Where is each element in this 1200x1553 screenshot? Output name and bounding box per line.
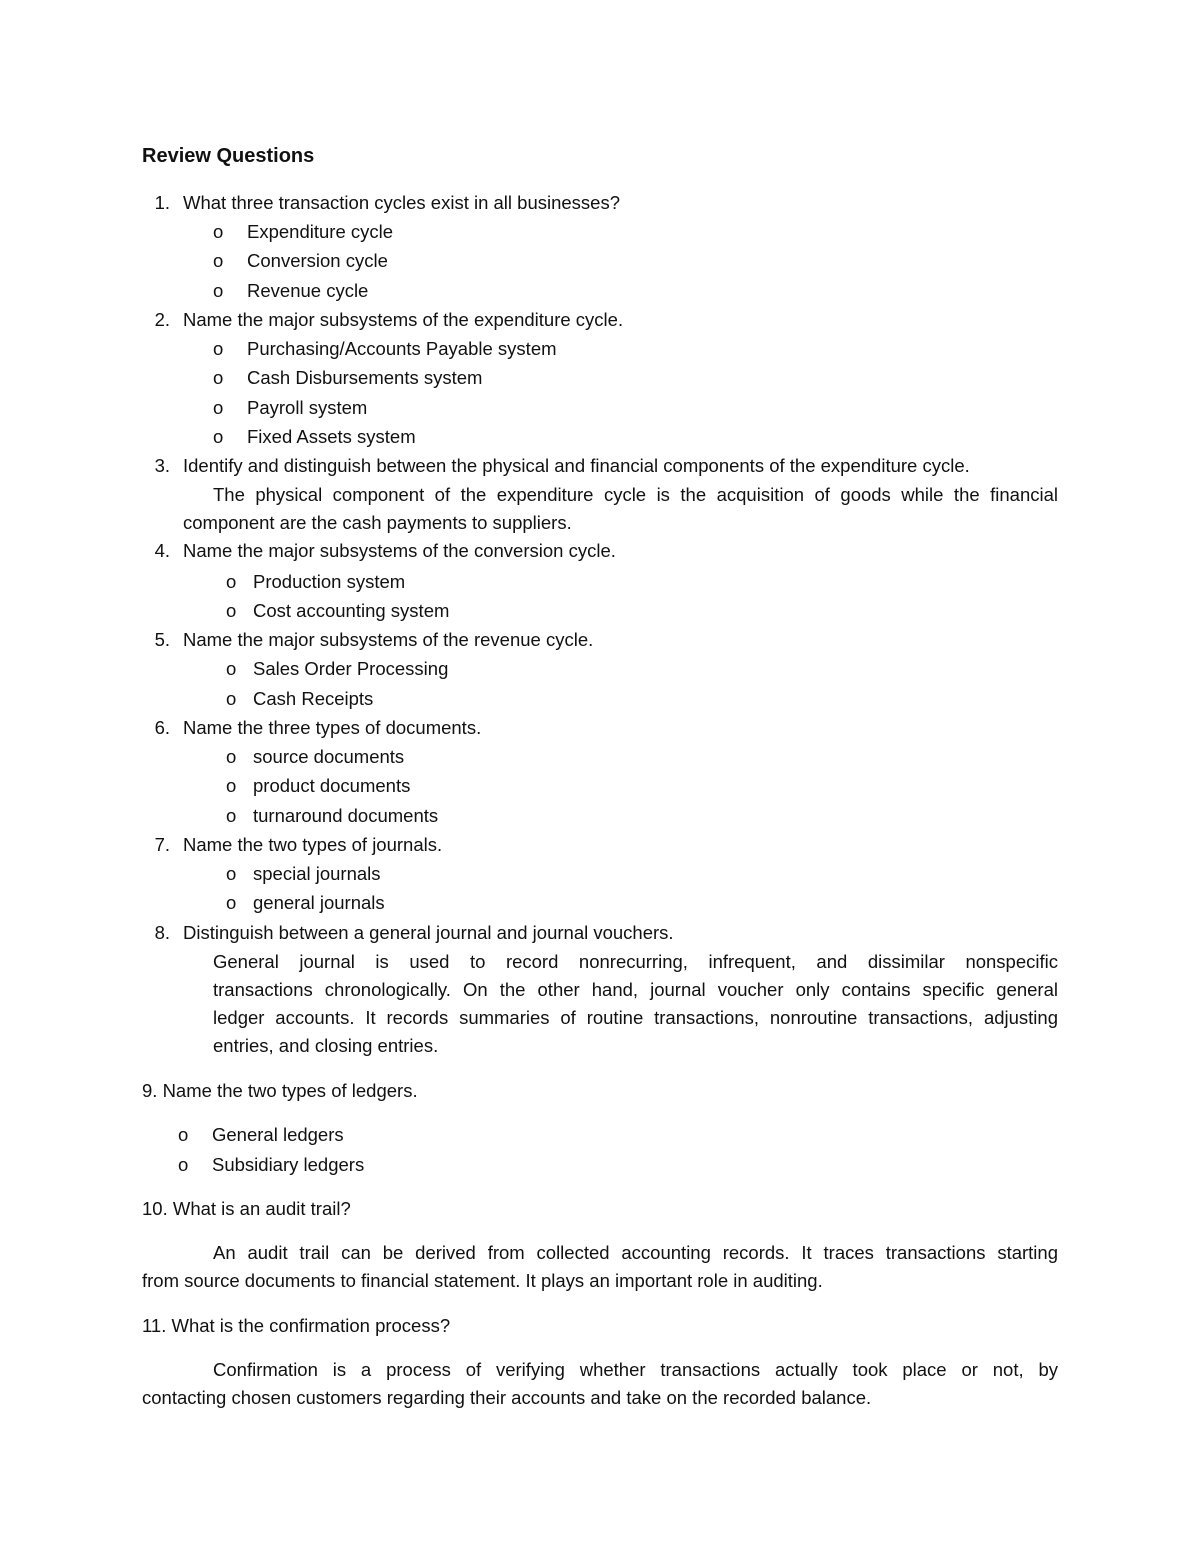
q3-answer-line-2: component are the cash payments to suppliers. [183, 512, 572, 533]
q5-item-1: Sales Order Processing [253, 658, 449, 679]
q8-answer-line-3: ledger accounts. It records summaries of routine transactions, nonroutine transactions, adjusting [213, 1007, 1058, 1028]
q5-text: Name the major subsystems of the revenue cycle. [183, 629, 594, 650]
q11-text: 11. What is the confirmation process? [142, 1315, 451, 1336]
page-title: Review Questions [142, 145, 315, 167]
q6-item-2: product documents [253, 775, 411, 796]
q10-text: 10. What is an audit trail? [142, 1198, 351, 1219]
q6-bullet-3: o [226, 805, 237, 826]
q7-bullet-2: o [226, 892, 237, 913]
q11-answer-line-1: Confirmation is a process of verifying whether transactions actually took place or not, by [213, 1359, 1058, 1380]
q6-text: Name the three types of documents. [183, 717, 482, 738]
q4-item-1: Production system [253, 571, 406, 592]
q2-number: 2. [154, 309, 170, 330]
q4-number: 4. [154, 540, 170, 561]
q1-text: What three transaction cycles exist in all businesses? [183, 192, 621, 213]
q9-bullet-1: o [178, 1124, 189, 1145]
q8-number: 8. [154, 922, 170, 943]
q3-text: Identify and distinguish between the physical and financial components of the expenditure cycle. [183, 455, 970, 476]
q1-bullet-3: o [213, 280, 224, 301]
q1-item-3: Revenue cycle [247, 280, 369, 301]
q8-answer-line-4: entries, and closing entries. [213, 1035, 439, 1056]
q7-item-2: general journals [253, 892, 385, 913]
q7-bullet-1: o [226, 863, 237, 884]
q3-number: 3. [154, 455, 170, 476]
q2-item-1: Purchasing/Accounts Payable system [247, 338, 557, 359]
q2-item-3: Payroll system [247, 397, 368, 418]
q9-text: 9. Name the two types of ledgers. [142, 1080, 418, 1101]
q2-bullet-2: o [213, 367, 224, 388]
q9-item-2: Subsidiary ledgers [212, 1154, 365, 1175]
q5-bullet-1: o [226, 658, 237, 679]
q4-bullet-2: o [226, 600, 237, 621]
q11-answer-line-2: contacting chosen customers regarding their accounts and take on the recorded balance. [142, 1387, 872, 1408]
q6-number: 6. [154, 717, 170, 738]
q7-number: 7. [154, 834, 170, 855]
q2-bullet-3: o [213, 397, 224, 418]
q8-answer-line-1: General journal is used to record nonrecurring, infrequent, and dissimilar nonspecific [213, 951, 1058, 972]
q1-bullet-1: o [213, 221, 224, 242]
q9-item-1: General ledgers [212, 1124, 344, 1145]
q9-bullet-2: o [178, 1154, 189, 1175]
q8-answer-line-2: transactions chronologically. On the other hand, journal voucher only contains specific general [213, 979, 1058, 1000]
q1-bullet-2: o [213, 250, 224, 271]
q4-text: Name the major subsystems of the conversion cycle. [183, 540, 616, 561]
q8-text: Distinguish between a general journal and journal vouchers. [183, 922, 674, 943]
q5-bullet-2: o [226, 688, 237, 709]
q4-bullet-1: o [226, 571, 237, 592]
q6-bullet-2: o [226, 775, 237, 796]
q7-text: Name the two types of journals. [183, 834, 443, 855]
q10-answer-line-2: from source documents to financial statement. It plays an important role in auditing. [142, 1270, 823, 1291]
q1-item-1: Expenditure cycle [247, 221, 394, 242]
q2-item-2: Cash Disbursements system [247, 367, 483, 388]
q2-bullet-1: o [213, 338, 224, 359]
q3-answer-line-1: The physical component of the expenditure cycle is the acquisition of goods while the financial [213, 484, 1058, 505]
q7-item-1: special journals [253, 863, 381, 884]
q10-answer-line-1: An audit trail can be derived from collected accounting records. It traces transactions starting [213, 1242, 1058, 1263]
q6-bullet-1: o [226, 746, 237, 767]
q6-item-3: turnaround documents [253, 805, 439, 826]
q5-item-2: Cash Receipts [253, 688, 374, 709]
q5-number: 5. [154, 629, 170, 650]
q2-bullet-4: o [213, 426, 224, 447]
q1-number: 1. [154, 192, 170, 213]
q4-item-2: Cost accounting system [253, 600, 450, 621]
q2-item-4: Fixed Assets system [247, 426, 416, 447]
q2-text: Name the major subsystems of the expenditure cycle. [183, 309, 624, 330]
q6-item-1: source documents [253, 746, 405, 767]
q1-item-2: Conversion cycle [247, 250, 388, 271]
